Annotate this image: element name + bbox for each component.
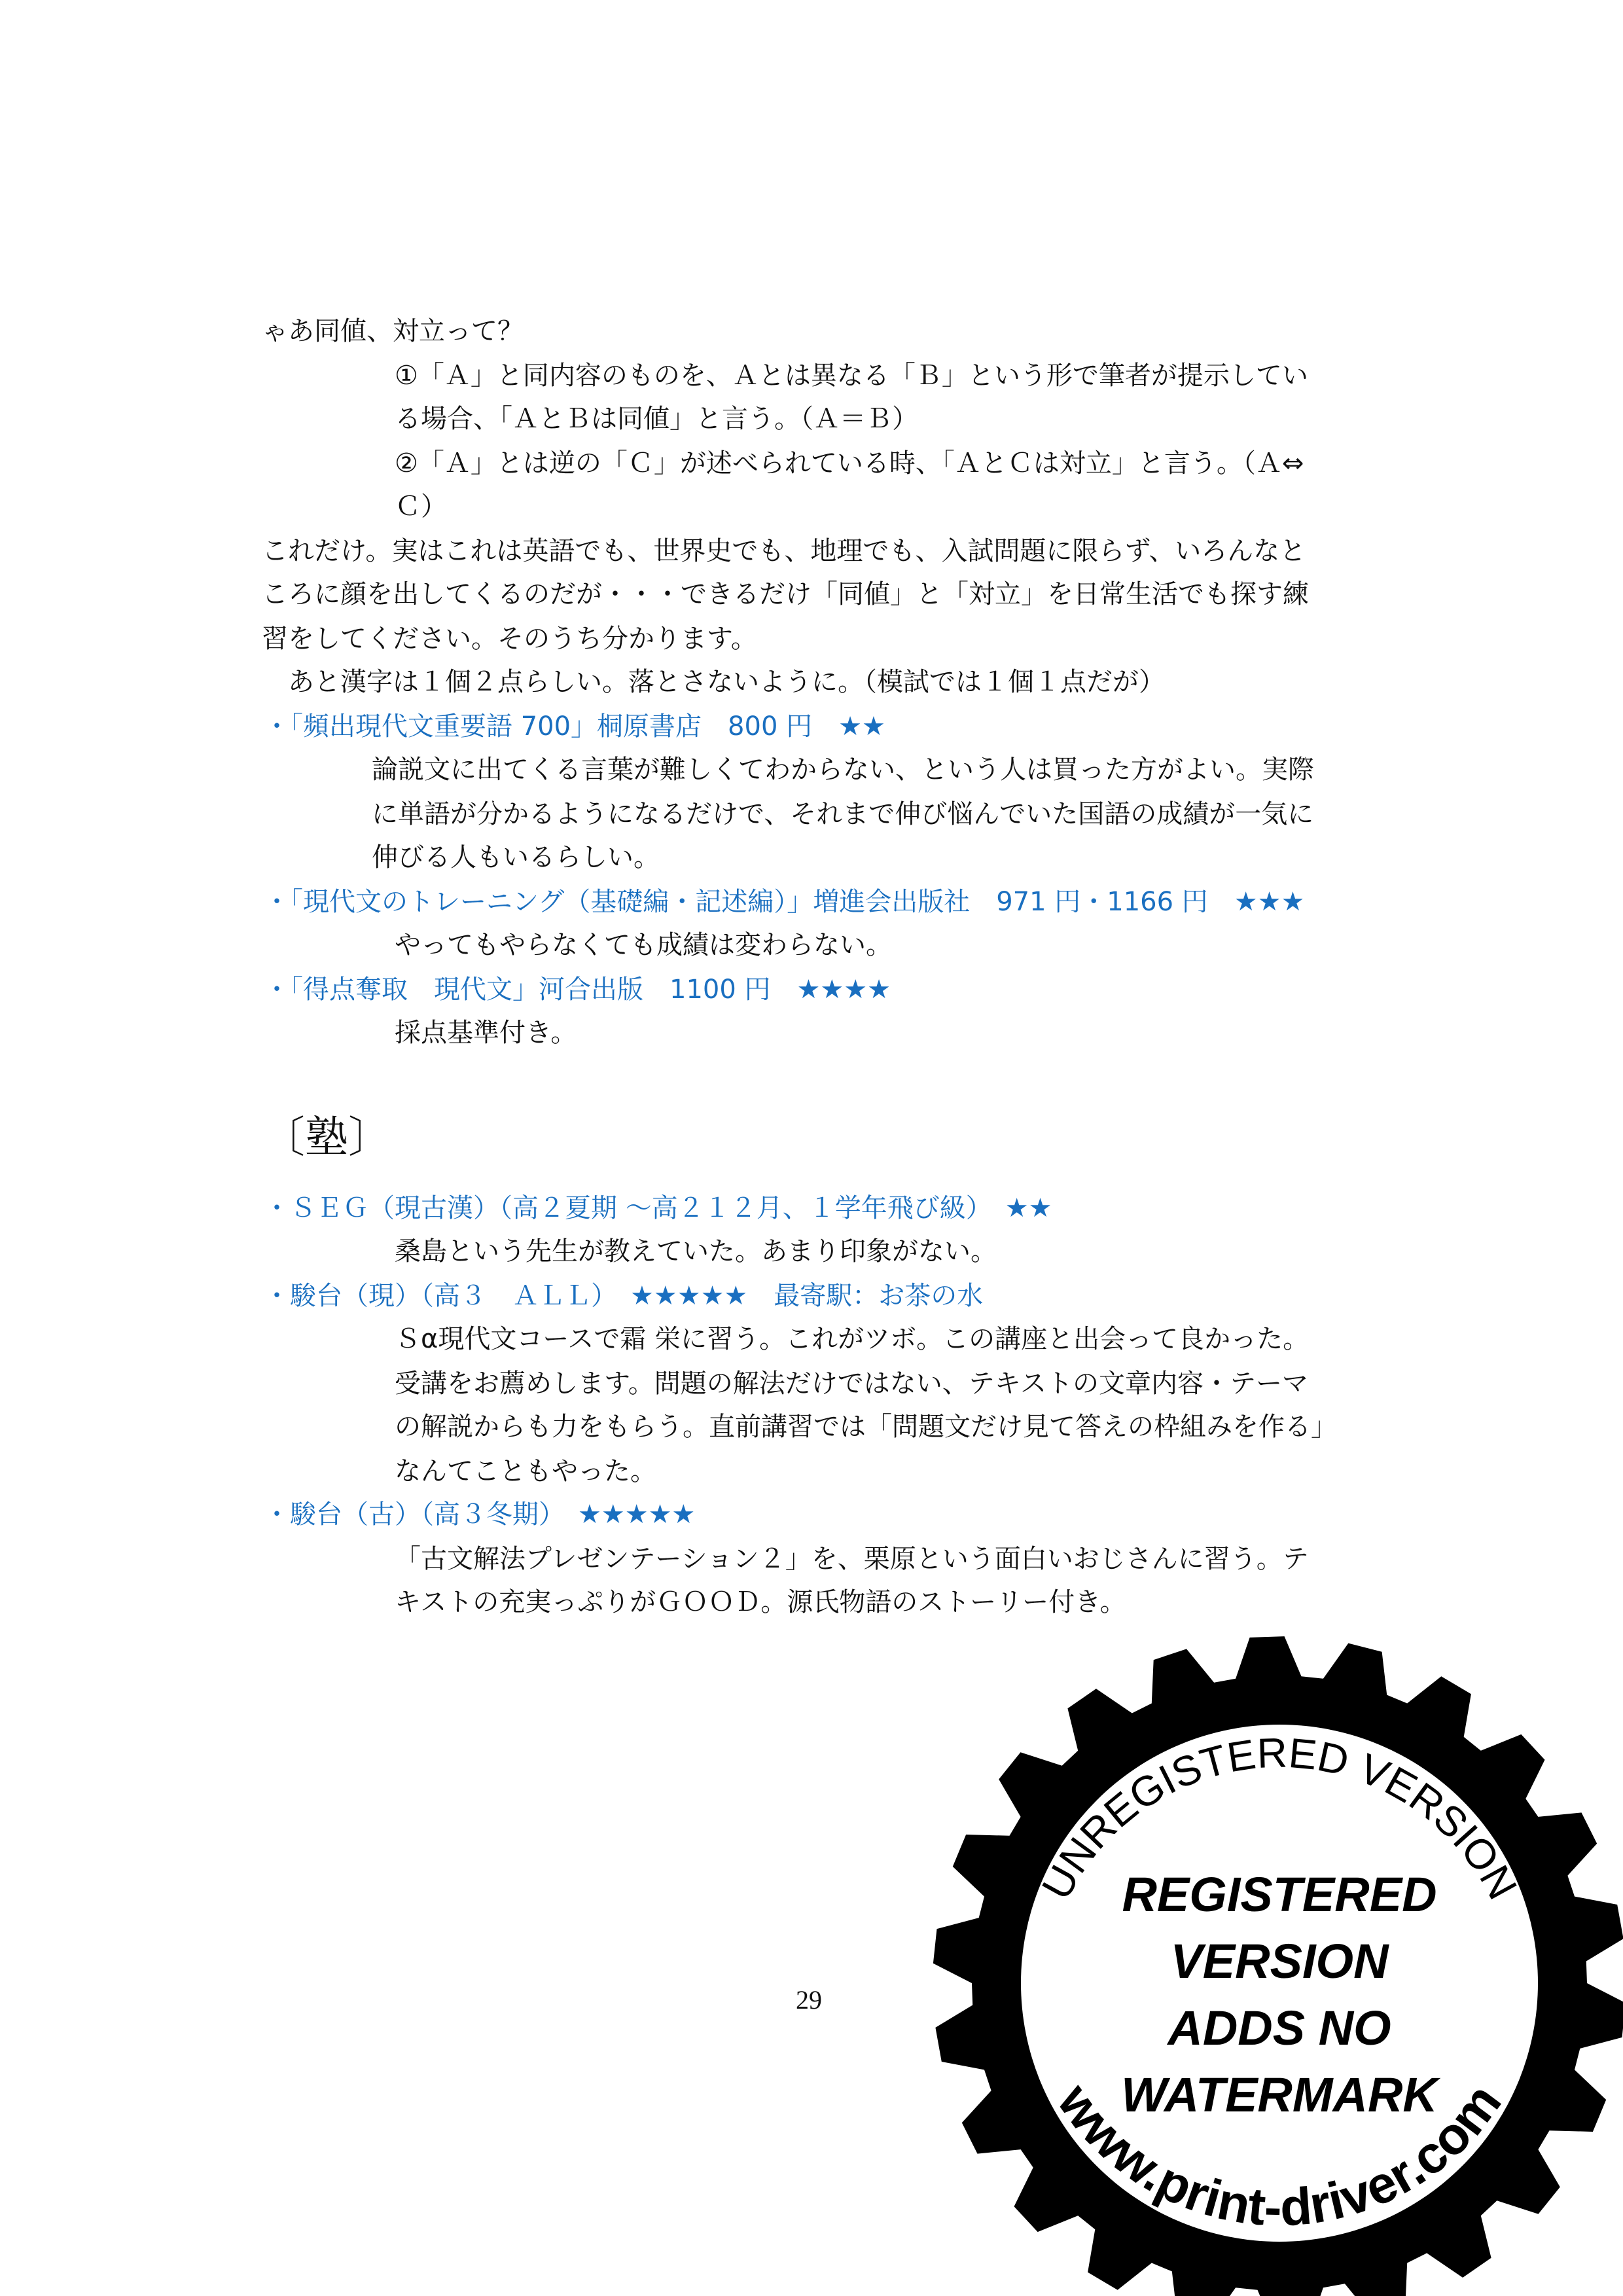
juku-entry-description-line: 桑島という先生が教えていた。あまり印象がない。 <box>395 1236 997 1266</box>
juku-entry-description-line: キストの充実っぷりがＧＯＯＤ。源氏物語のストーリー付き。 <box>395 1587 1126 1617</box>
section-heading-juku: 〔塾〕 <box>262 1112 391 1162</box>
juku-entry-title: ・駿台（古）（高３冬期） ★★★★★ <box>264 1499 696 1530</box>
page-number: 29 <box>796 1985 822 2015</box>
juku-entry-description-line: 受講をお薦めします。問題の解法だけではない、テキストの文章内容・テーマ <box>395 1369 1308 1399</box>
definition-equivalence-line1: ①「Ａ」と同内容のものを、Ａとは異なる「Ｂ」という形で筆者が提示してい <box>395 361 1308 391</box>
juku-entry-description-line: なんてこともやった。 <box>395 1456 656 1486</box>
kanji-note: あと漢字は１個２点らしい。落とさないように。（模試では１個１点だが） <box>288 667 1165 697</box>
book-description-line: 論説文に出てくる言葉が難しくてわからない、という人は買った方がよい。実際 <box>372 755 1314 785</box>
intro-line: ゃあ同値、対立って？ <box>262 316 524 346</box>
book-title: ・「頻出現代文重要語 700」桐原書店 800 円 ★★ <box>264 711 885 742</box>
juku-entry-description-line: 「古文解法プレゼンテーション２」を、栗原という面白いおじさんに習う。テ <box>395 1544 1309 1574</box>
paragraph-line1: これだけ。実はこれは英語でも、世界史でも、地理でも、入試問題に限らず、いろんなと <box>262 536 1306 566</box>
watermark-line3: ADDS NO <box>1168 2001 1391 2055</box>
book-description-line: 伸びる人もいるらしい。 <box>372 842 660 872</box>
watermark-line1: REGISTERED <box>1122 1867 1437 1922</box>
watermark-line2: VERSION <box>1170 1934 1389 1988</box>
juku-entry-description-line: Ｓα現代文コースで霜 栄に習う。これがツボ。この講座と出会って良かった。 <box>395 1324 1310 1354</box>
juku-entry-title: ・ＳＥＧ（現古漢）（高２夏期 ～高２１２月、１学年飛び級） ★★ <box>264 1193 1052 1223</box>
book-title: ・「現代文のトレーニング（基礎編・記述編）」増進会出版社 971 円・1166 円 ★★★ <box>264 887 1305 917</box>
juku-entry-title: ・駿台（現）（高３ ＡＬＬ） ★★★★★ 最寄駅：お茶の水 <box>264 1281 984 1311</box>
juku-entry-description-line: の解説からも力をもらう。直前講習では「問題文だけ見て答えの枠組みを作る」 <box>395 1412 1337 1442</box>
definition-equivalence-line2: る場合、「ＡとＢは同値」と言う。（Ａ＝Ｂ） <box>395 404 918 434</box>
watermark-arc-text: UNREGISTERED VERSION <box>1032 1729 1527 1907</box>
watermark-stamp <box>916 1597 1623 2296</box>
definition-opposition-line2: Ｃ） <box>395 492 447 522</box>
book-description-line: 採点基準付き。 <box>395 1018 577 1048</box>
book-description-line: やってもやらなくても成績は変わらない。 <box>395 930 892 960</box>
paragraph-line2: ころに顔を出してくるのだが・・・できるだけ「同値」と「対立」を日常生活でも探す練 <box>262 579 1309 609</box>
watermark-url-text: www.print-driver.com <box>1046 2073 1512 2237</box>
book-description-line: に単語が分かるようになるだけで、それまで伸び悩んでいた国語の成績が一気に <box>372 799 1314 829</box>
definition-opposition-line1: ②「Ａ」とは逆の「Ｃ」が述べられている時、「ＡとＣは対立」と言う。（Ａ⇔ <box>395 448 1304 478</box>
watermark-line4: WATERMARK <box>1121 2068 1438 2122</box>
paragraph-line3: 習をしてください。そのうち分かります。 <box>262 624 757 654</box>
book-title: ・「得点奪取 現代文」河合出版 1100 円 ★★★★ <box>264 975 891 1005</box>
